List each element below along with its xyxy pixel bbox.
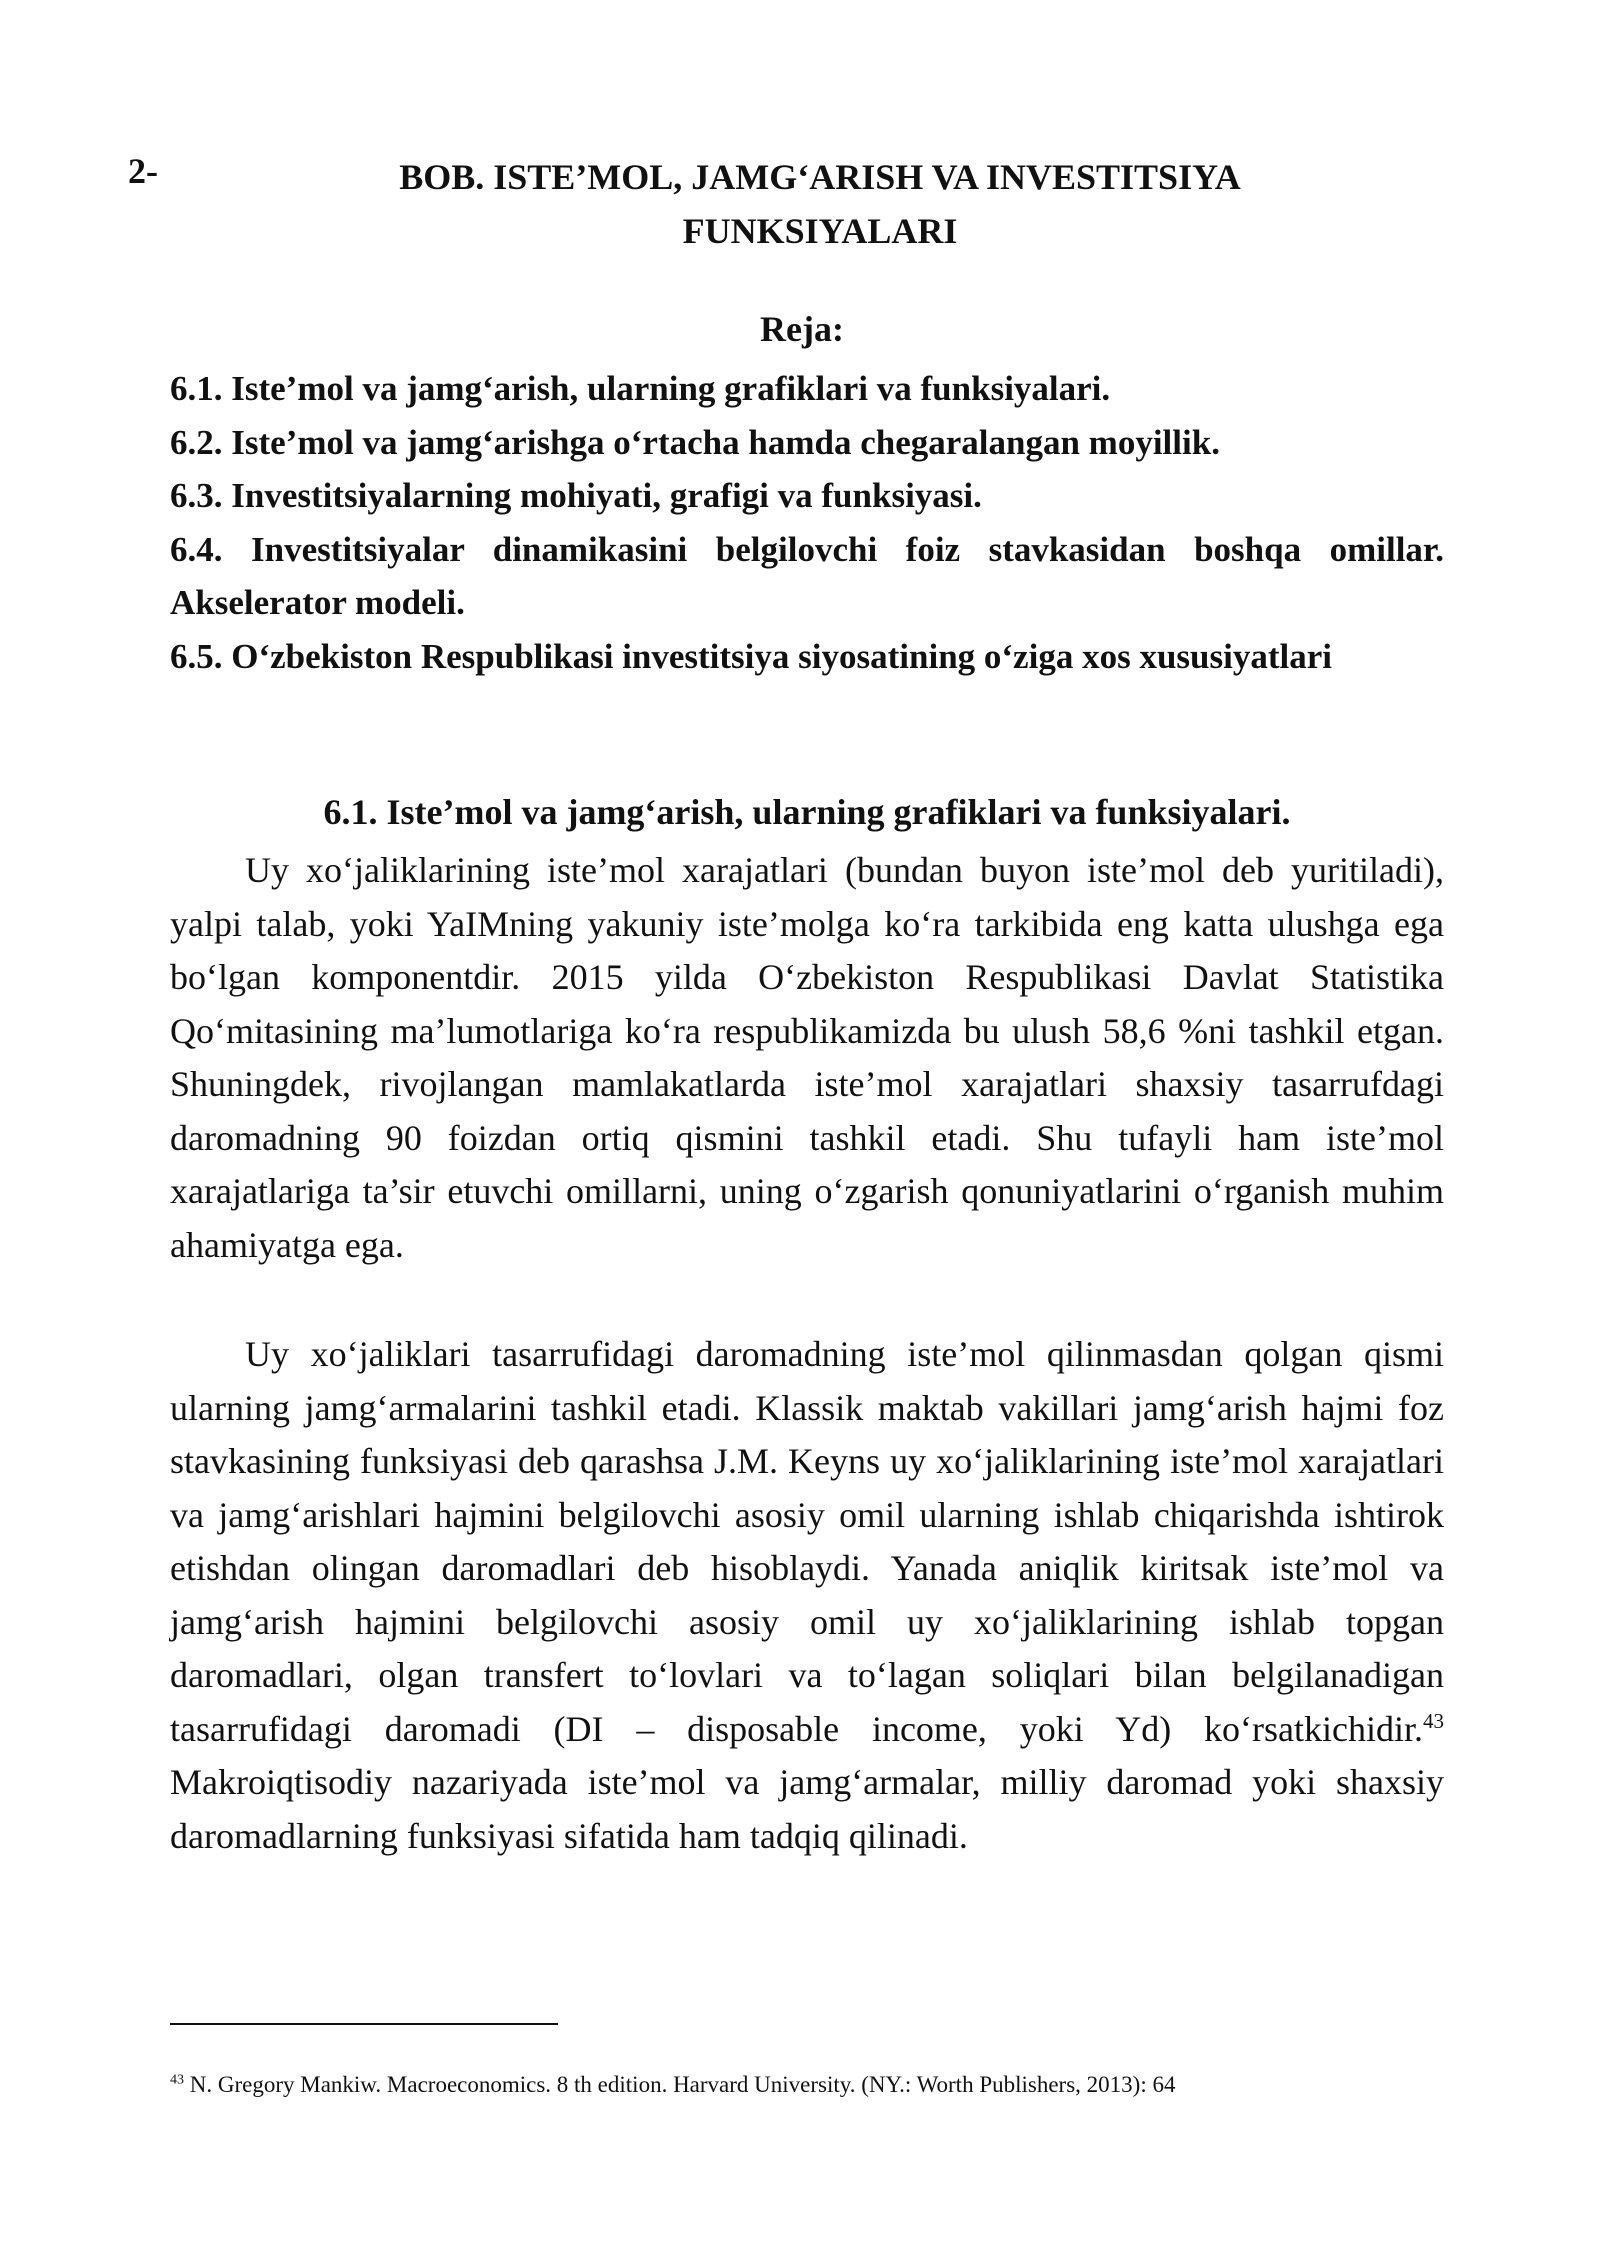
chapter-title — [170, 150, 1470, 258]
footnote-divider — [170, 2023, 558, 2025]
plan-item: 6.4. Investitsiyalar dinamikasini belgilovchi foiz stavkasidan boshqa omillar. Akselerator modeli. — [170, 529, 1444, 622]
plan-item: 6.1. Iste’mol va jamg‘arish, ularning grafiklari va funksiyalari. — [170, 369, 1111, 408]
chapter-number: 2- — [128, 151, 158, 191]
paragraph-text: Uy xo‘jaliklari tasarrufidagi daromadning iste’mol qilinmasdan qolgan qismi ularning jamg‘armalarini tashkil etadi. Klassik maktab vakillari jamg‘arish hajmi foz stavkasining funksiyasi deb qarashsa J.M. Keyns uy xo‘jaliklarining iste’mol xarajatlari va jamg‘arishlari hajmini belgilovchi asosiy omil ularning ishlab chiqarishda ishtirok etishdan olingan daromadlari deb hisoblaydi. Yanada aniqlik kiritsak iste’mol va jamg‘arish hajmini belgilovchi asosiy omil uy xo‘jaliklarining ishlab topgan daromadlari, olgan transfert to‘lovlari va to‘lagan soliqlari bilan belgilanadigan tasarrufidagi daromadi (DI – disposable income, yoki Yd) ko‘rsatkichidir. — [170, 1334, 1444, 1749]
chapter-title-line1: BOB. ISTE’MOL, JAMG‘ARISH VA INVESTITSIYA — [399, 157, 1241, 197]
plan-list — [170, 362, 1444, 683]
plan-heading: Reja: — [760, 309, 844, 349]
body-paragraph — [170, 1328, 1444, 1863]
footnote-number: 43 — [170, 2072, 184, 2088]
footnote-text: N. Gregory Mankiw. Macroeconomics. 8 th edition. Harvard University. (NY.: Worth Publishers, 2013): 64 — [184, 2072, 1176, 2097]
footnote-reference[interactable]: 43 — [1423, 1708, 1444, 1733]
plan-item: 6.3. Investitsiyalarning mohiyati, grafigi va funksiyasi. — [170, 476, 982, 515]
plan-item: 6.2. Iste’mol va jamg‘arishga o‘rtacha hamda chegaralangan moyillik. — [170, 422, 1220, 462]
chapter-title-line2: FUNKSIYALARI — [682, 211, 958, 251]
paragraph-text: Makroiqtisodiy nazariyada iste’mol va jamg‘armalar, milliy daromad yoki shaxsiy daromadlarning funksiyasi sifatida ham tadqiq qilinadi. — [170, 1762, 1444, 1856]
footnote — [170, 2072, 1470, 2098]
body-paragraph: Uy xo‘jaliklarining iste’mol xarajatlari (bundan buyon iste’mol deb yuritiladi), yalpi talab, yoki YaIMning yakuniy iste’molga ko‘ra tarkibida eng katta ulushga ega bo‘lgan komponentdir. 2015 yilda O‘zbekiston Respublikasi Davlat Statistika Qo‘mitasining ma’lumotlariga ko‘ra respublikamizda bu ulush 58,6 %ni tashkil etgan. Shuningdek, rivojlangan mamlakatlarda iste’mol xarajatlari shaxsiy tasarrufdagi daromadning 90 foizdan ortiq qismini tashkil etadi. Shu tufayli ham iste’mol xarajatlariga ta’sir etuvchi omillarni, uning o‘zgarish qonuniyatlarini o‘rganish muhim ahamiyatga ega. — [170, 850, 1444, 1265]
section-title: 6.1. Iste’mol va jamg‘arish, ularning grafiklari va funksiyalari. — [323, 792, 1291, 832]
plan-item: 6.5. O‘zbekiston Respublikasi investitsiya siyosatining o‘ziga xos xususiyatlari — [170, 636, 1332, 676]
